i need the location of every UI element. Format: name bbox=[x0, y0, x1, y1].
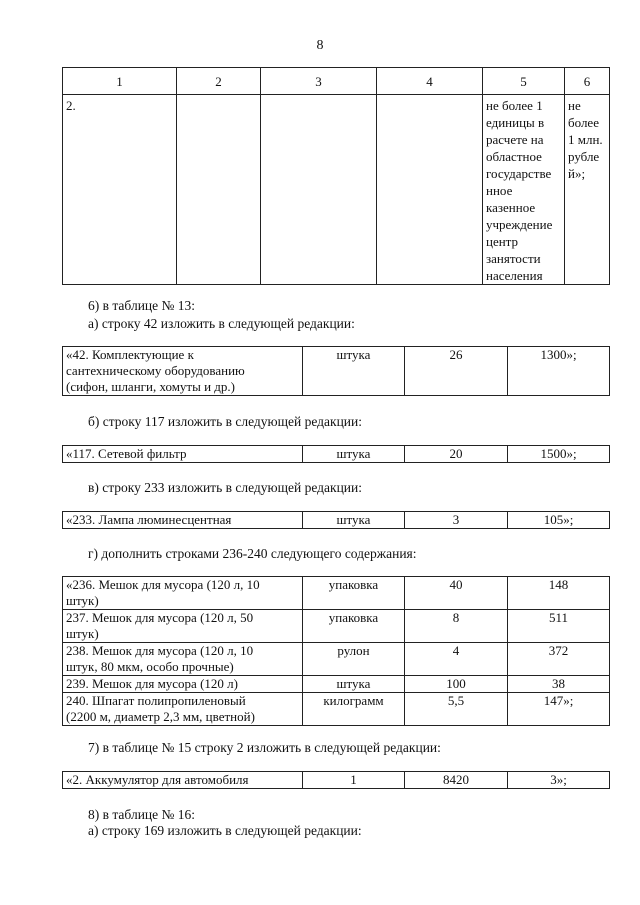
continuation-table bbox=[62, 67, 610, 285]
table-row-117 bbox=[62, 445, 610, 463]
text-line: штук) bbox=[66, 593, 99, 608]
table-header-row bbox=[63, 68, 610, 95]
table-row bbox=[63, 512, 610, 529]
text-line: центр bbox=[486, 234, 519, 249]
text-line: расчете на bbox=[486, 132, 544, 147]
item-price: 372 bbox=[508, 643, 610, 676]
text-line: й»; bbox=[568, 166, 586, 181]
empty-cell bbox=[177, 95, 261, 285]
text-line: 238. Мешок для мусора (120 л, 10 bbox=[66, 643, 254, 658]
item-qty: 8 bbox=[405, 610, 508, 643]
text-line: казенное bbox=[486, 200, 536, 215]
table-row bbox=[63, 693, 610, 726]
column-header: 1 bbox=[63, 68, 177, 95]
item-qty: 100 bbox=[405, 676, 508, 693]
paragraph-6: 6) в таблице № 13: bbox=[88, 298, 196, 313]
item-price: 1500»; bbox=[508, 446, 610, 463]
text-line: учреждение bbox=[486, 217, 553, 232]
paragraph-8: 8) в таблице № 16: bbox=[88, 807, 196, 822]
text-line: областное bbox=[486, 149, 542, 164]
item-unit: штука bbox=[303, 347, 405, 396]
text-line: государстве bbox=[486, 166, 552, 181]
item-price: 1300»; bbox=[508, 347, 610, 396]
text-line: 240. Шпагат полипропиленовый bbox=[66, 693, 246, 708]
item-qty: 26 bbox=[405, 347, 508, 396]
item-price: 147»; bbox=[508, 693, 610, 726]
text-line: не более 1 bbox=[486, 98, 543, 113]
text-line: (сифон, шланги, хомуты и др.) bbox=[66, 379, 235, 394]
text-line: «236. Мешок для мусора (120 л, 10 bbox=[66, 577, 260, 592]
item-col4: 3»; bbox=[508, 772, 610, 789]
item-name: «2. Аккумулятор для автомобиля bbox=[63, 772, 303, 789]
text-line: нное bbox=[486, 183, 513, 198]
column-header: 5 bbox=[483, 68, 565, 95]
empty-cell bbox=[377, 95, 483, 285]
column-header: 4 bbox=[377, 68, 483, 95]
text-line: занятости bbox=[486, 251, 541, 266]
item-qty: 20 bbox=[405, 446, 508, 463]
text-line: «42. Комплектующие к bbox=[66, 347, 194, 362]
item-name bbox=[63, 676, 303, 693]
text-line: единицы в bbox=[486, 115, 545, 130]
item-unit: штука bbox=[303, 512, 405, 529]
table-row bbox=[63, 347, 610, 396]
item-unit: штука bbox=[303, 676, 405, 693]
item-unit: рулон bbox=[303, 643, 405, 676]
item-qty: 5,5 bbox=[405, 693, 508, 726]
column-header: 2 bbox=[177, 68, 261, 95]
paragraph-6g: г) дополнить строками 236-240 следующего содержания: bbox=[88, 546, 417, 561]
item-name bbox=[63, 610, 303, 643]
text-line: не bbox=[568, 98, 581, 113]
table-row bbox=[63, 643, 610, 676]
item-unit: килограмм bbox=[303, 693, 405, 726]
price-limit-cell bbox=[565, 95, 610, 285]
item-price: 148 bbox=[508, 577, 610, 610]
row-number: 2. bbox=[63, 95, 177, 285]
limit-cell bbox=[483, 95, 565, 285]
item-name bbox=[63, 693, 303, 726]
item-name: «117. Сетевой фильтр bbox=[63, 446, 303, 463]
item-unit: упаковка bbox=[303, 610, 405, 643]
item-qty: 4 bbox=[405, 643, 508, 676]
text-line: сантехническому оборудованию bbox=[66, 363, 245, 378]
empty-cell bbox=[261, 95, 377, 285]
item-name bbox=[63, 347, 303, 396]
text-line: (2200 м, диаметр 2,3 мм, цветной) bbox=[66, 709, 255, 724]
table-row bbox=[63, 446, 610, 463]
item-name bbox=[63, 643, 303, 676]
table-row bbox=[63, 676, 610, 693]
table-row-233 bbox=[62, 511, 610, 529]
item-name: «233. Лампа люминесцентная bbox=[63, 512, 303, 529]
table-row bbox=[63, 610, 610, 643]
text-line: более bbox=[568, 115, 599, 130]
item-col2: 1 bbox=[303, 772, 405, 789]
paragraph-8a: а) строку 169 изложить в следующей редакции: bbox=[88, 823, 362, 838]
paragraph-6b: б) строку 117 изложить в следующей редакции: bbox=[88, 414, 362, 429]
text-line: штук) bbox=[66, 626, 99, 641]
table-row-42 bbox=[62, 346, 610, 396]
item-qty: 40 bbox=[405, 577, 508, 610]
table-rows-236-240 bbox=[62, 576, 610, 726]
item-price: 38 bbox=[508, 676, 610, 693]
paragraph-7: 7) в таблице № 15 строку 2 изложить в следующей редакции: bbox=[88, 740, 441, 755]
text-line: 237. Мешок для мусора (120 л, 50 bbox=[66, 610, 254, 625]
paragraph-6a: а) строку 42 изложить в следующей редакции: bbox=[88, 316, 355, 331]
table-row bbox=[63, 95, 610, 285]
text-line: штук, 80 мкм, особо прочные) bbox=[66, 659, 234, 674]
text-line: рубле bbox=[568, 149, 600, 164]
item-price: 105»; bbox=[508, 512, 610, 529]
item-name bbox=[63, 577, 303, 610]
paragraph-6v: в) строку 233 изложить в следующей редакции: bbox=[88, 480, 363, 495]
text-line: 239. Мешок для мусора (120 л) bbox=[66, 676, 238, 691]
table-row bbox=[63, 577, 610, 610]
item-qty: 3 bbox=[405, 512, 508, 529]
item-col3: 8420 bbox=[405, 772, 508, 789]
column-header: 3 bbox=[261, 68, 377, 95]
table-row-accumulator bbox=[62, 771, 610, 789]
table-row bbox=[63, 772, 610, 789]
text-line: населения bbox=[486, 268, 543, 283]
item-unit: штука bbox=[303, 446, 405, 463]
item-price: 511 bbox=[508, 610, 610, 643]
page-number: 8 bbox=[316, 38, 324, 53]
text-line: 1 млн. bbox=[568, 132, 603, 147]
column-header: 6 bbox=[565, 68, 610, 95]
item-unit: упаковка bbox=[303, 577, 405, 610]
